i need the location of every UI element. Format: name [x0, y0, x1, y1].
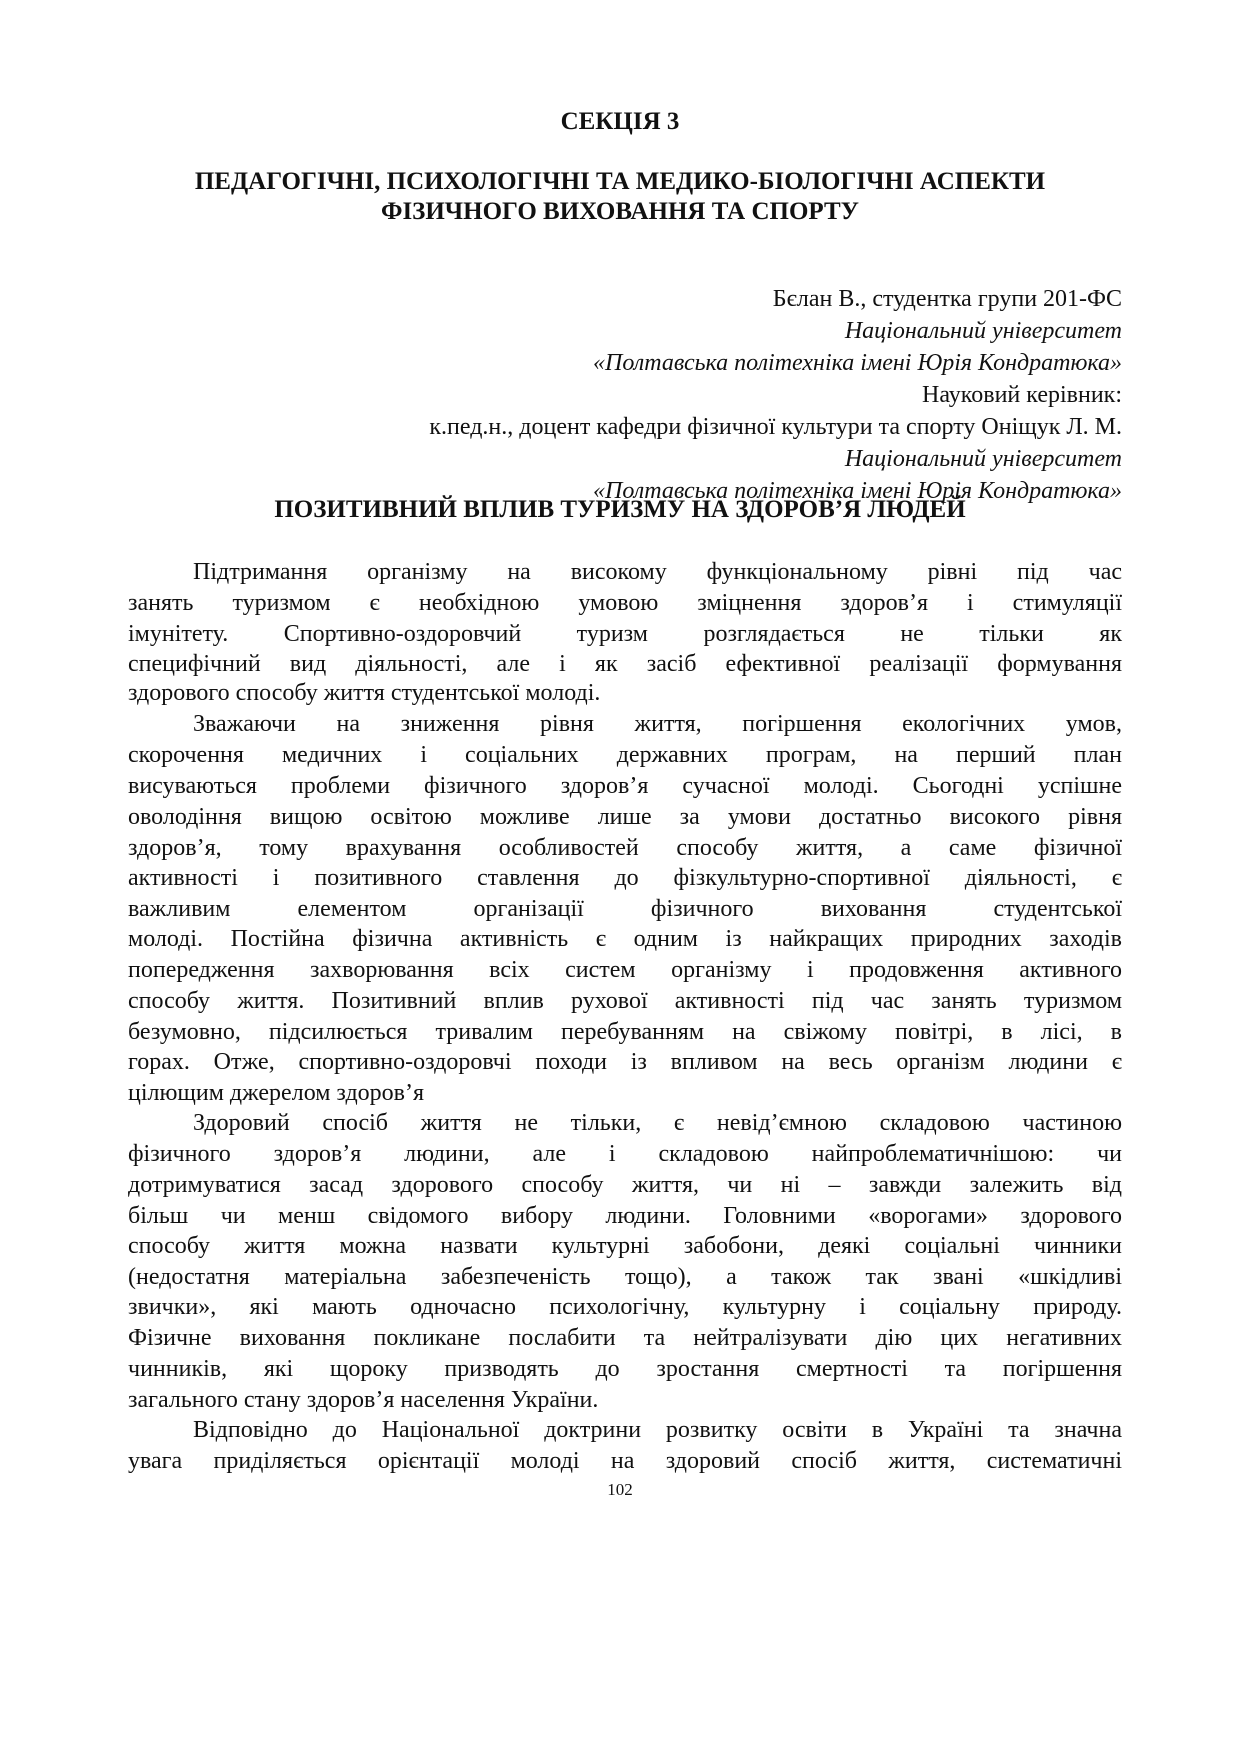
body-line: способу життя можна назвати культурні забобони, деякі соціальні чинники [128, 1233, 1122, 1259]
body-line: специфічний вид діяльності, але і як засіб ефективної реалізації формування [128, 651, 1122, 677]
section-topic-line-2: ФІЗИЧНОГО ВИХОВАННЯ ТА СПОРТУ [380, 198, 860, 225]
body-line: загального стану здоров’я населення України. [128, 1387, 599, 1413]
body-line: дотримуватися засад здорового способу життя, чи ні – завжди залежить від [128, 1172, 1122, 1198]
author-university-name: «Полтавська політехніка імені Юрія Кондратюка» [593, 350, 1122, 376]
supervisor-university-name: «Полтавська політехніка імені Юрія Кондратюка» [593, 478, 1122, 504]
body-line: скорочення медичних і соціальних державних програм, на перший план [128, 742, 1122, 768]
body-line: звички», які мають одночасно психологічну, культурну і соціальну природу. [128, 1294, 1122, 1320]
body-line: Зважаючи на зниження рівня життя, погіршення екологічних умов, [193, 711, 1122, 737]
body-line: здоров’я, тому врахування особливостей способу життя, а саме фізичної [128, 835, 1122, 861]
body-line: фізичного здоров’я людини, але і складовою найпроблематичнішою: чи [128, 1141, 1122, 1167]
author-name: Бєлан В., студентка групи 201-ФС [772, 286, 1122, 312]
body-line: цілющим джерелом здоров’я [128, 1080, 425, 1106]
article-title: ПОЗИТИВНИЙ ВПЛИВ ТУРИЗМУ НА ЗДОРОВ’Я ЛЮДЕЙ [274, 496, 966, 523]
body-line: занять туризмом є необхідною умовою зміцнення здоров’я і стимуляції [128, 590, 1122, 616]
body-line: здорового способу життя студентської молоді. [128, 680, 601, 706]
body-line: безумовно, підсилюється тривалим перебуванням на свіжому повітрі, в лісі, в [128, 1019, 1122, 1045]
section-label: СЕКЦІЯ 3 [560, 108, 680, 135]
body-line: активності і позитивного ставлення до фізкультурно-спортивної діяльності, є [128, 865, 1122, 891]
body-line: (недостатня матеріальна забезпеченість тощо), а також так звані «шкідливі [128, 1264, 1122, 1290]
body-line: чинників, які щороку призводять до зростання смертності та погіршення [128, 1356, 1122, 1382]
body-line: Здоровий спосіб життя не тільки, є невід’ємною складовою частиною [193, 1110, 1122, 1136]
body-line: важливим елементом організації фізичного виховання студентської [128, 896, 1122, 922]
body-line: молоді. Постійна фізична активність є одним із найкращих природних заходів [128, 926, 1122, 952]
body-line: висуваються проблеми фізичного здоров’я сучасної молоді. Сьогодні успішне [128, 773, 1122, 799]
body-line: оволодіння вищою освітою можливе лише за умови достатньо високого рівня [128, 804, 1122, 830]
body-line: більш чи менш свідомого вибору людини. Головними «ворогами» здорового [128, 1203, 1122, 1229]
page-number: 102 [607, 1480, 633, 1499]
author-university: Національний університет [844, 318, 1122, 344]
body-line: Підтримання організму на високому функціональному рівні під час [193, 559, 1122, 585]
supervisor-label: Науковий керівник: [922, 382, 1122, 408]
body-line: способу життя. Позитивний вплив рухової активності під час занять туризмом [128, 988, 1122, 1014]
body-line: імунітету. Спортивно-оздоровчий туризм розглядається не тільки як [128, 621, 1122, 647]
body-line: Відповідно до Національної доктрини розвитку освіти в Україні та значна [193, 1417, 1122, 1443]
section-topic-line-1: ПЕДАГОГІЧНІ, ПСИХОЛОГІЧНІ ТА МЕДИКО-БІОЛОГІЧНІ АСПЕКТИ [194, 168, 1046, 195]
body-line: Фізичне виховання покликане послабити та нейтралізувати дію цих негативних [128, 1325, 1122, 1351]
body-line: увага приділяється орієнтації молоді на здоровий спосіб життя, систематичні [128, 1448, 1122, 1474]
supervisor-name: к.пед.н., доцент кафедри фізичної культури та спорту Оніщук Л. М. [429, 414, 1122, 440]
supervisor-university: Національний університет [844, 446, 1122, 472]
body-line: горах. Отже, спортивно-оздоровчі походи із впливом на весь організм людини є [128, 1049, 1122, 1075]
body-line: попередження захворювання всіх систем організму і продовження активного [128, 957, 1122, 983]
